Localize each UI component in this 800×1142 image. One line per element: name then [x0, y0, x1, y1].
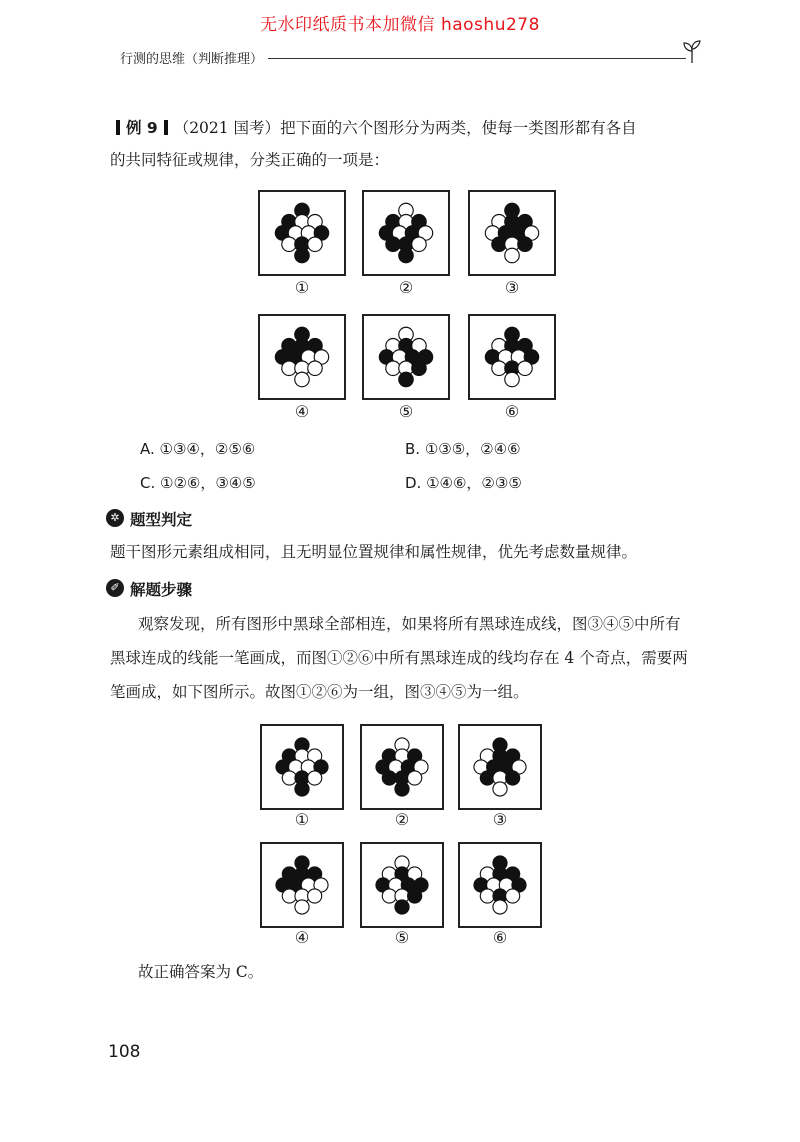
solution-figure-5 [360, 842, 444, 928]
conclusion: 故正确答案为 C。 [138, 963, 264, 981]
black-ball [412, 361, 426, 375]
question-figure-label-5: ⑤ [398, 402, 414, 421]
option-c: C. ①②⑥，③④⑤ [140, 474, 256, 492]
white-ball [295, 372, 309, 386]
black-ball [382, 771, 396, 785]
white-ball [308, 237, 322, 251]
solution-figure-label-5: ⑤ [394, 928, 410, 947]
watermark-text: 无水印纸质书本加微信 haoshu278 [260, 15, 540, 35]
steps-line-3: 笔画成，如下图所示。故图①②⑥为一组，图③④⑤为一组。 [110, 683, 529, 701]
question-figure-label-4: ④ [294, 402, 310, 421]
question-figure-label-2: ② [398, 278, 414, 297]
black-ball [518, 237, 532, 251]
solution-figure-4 [260, 842, 344, 928]
black-ball [399, 248, 413, 262]
black-ball [386, 237, 400, 251]
black-ball [295, 782, 309, 796]
section-type-title [110, 508, 193, 530]
solution-figure-label-4: ④ [294, 928, 310, 947]
type-text: 题干图形元素组成相同，且无明显位置规律和属性规律，优先考虑数量规律。 [110, 543, 638, 561]
question-figure-1 [258, 190, 346, 276]
black-ball [492, 237, 506, 251]
question-figure-label-3: ③ [504, 278, 520, 297]
label-bar-right [164, 120, 168, 135]
solution-figure-label-6: ⑥ [492, 928, 508, 947]
section-steps-title [110, 578, 193, 600]
solution-figure-label-2: ② [394, 810, 410, 829]
white-ball [282, 361, 296, 375]
solution-figure-6 [458, 842, 542, 928]
white-ball [308, 361, 322, 375]
option-a: A. ①③④，②⑤⑥ [140, 440, 256, 458]
question-figure-3 [468, 190, 556, 276]
white-ball [505, 248, 519, 262]
white-ball [506, 889, 520, 903]
section-steps-label: 解题步骤 [130, 581, 193, 599]
question-line-2: 的共同特征或规律，分类正确的一项是： [110, 151, 390, 169]
white-ball [412, 237, 426, 251]
black-ball [506, 771, 520, 785]
solution-figure-3 [458, 724, 542, 810]
solution-figure-1 [260, 724, 344, 810]
section-type-label: 题型判定 [130, 511, 193, 529]
white-ball [408, 771, 422, 785]
question-source: （2021 国考） [173, 119, 281, 137]
white-ball [518, 361, 532, 375]
white-ball [493, 900, 507, 914]
white-ball [492, 361, 506, 375]
question-figure-label-6: ⑥ [504, 402, 520, 421]
white-ball [308, 771, 322, 785]
question-figure-label-1: ① [294, 278, 310, 297]
solution-figure-label-1: ① [294, 810, 310, 829]
steps-line-1: 观察发现，所有图形中黑球全部相连，如果将所有黑球连成线，图③④⑤中所有 [138, 615, 681, 633]
option-d: D. ①④⑥，②③⑤ [405, 474, 522, 492]
question-figure-5 [362, 314, 450, 400]
question-figure-6 [468, 314, 556, 400]
question-line-1 [110, 112, 710, 144]
label-bar-left [116, 120, 120, 135]
white-ball [505, 372, 519, 386]
steps-icon: ✐ [106, 579, 124, 597]
black-ball [295, 248, 309, 262]
question-figure-4 [258, 314, 346, 400]
solution-figure-label-3: ③ [492, 810, 508, 829]
white-ball [493, 782, 507, 796]
steps-line-2: 黑球连成的线能一笔画成，而图①②⑥中所有黑球连成的线均存在 4 个奇点，需要两 [110, 649, 688, 667]
white-ball [295, 900, 309, 914]
black-ball [395, 900, 409, 914]
white-ball [282, 889, 296, 903]
gear-icon: ✲ [106, 509, 124, 527]
question-text-1: 把下面的六个图形分为两类，使每一类图形都有各自 [280, 119, 637, 137]
black-ball [480, 771, 494, 785]
option-b: B. ①③⑤，②④⑥ [405, 440, 521, 458]
question-label: 例 9 [126, 119, 158, 137]
white-ball [386, 361, 400, 375]
white-ball [382, 889, 396, 903]
white-ball [282, 771, 296, 785]
white-ball [480, 889, 494, 903]
white-ball [308, 889, 322, 903]
black-ball [399, 372, 413, 386]
running-header: 行测的思维（判断推理） [120, 52, 264, 67]
question-figure-2 [362, 190, 450, 276]
black-ball [395, 782, 409, 796]
page-number: 108 [108, 1042, 141, 1062]
white-ball [282, 237, 296, 251]
header-rule [268, 58, 686, 59]
solution-figure-2 [360, 724, 444, 810]
black-ball [408, 889, 422, 903]
sprout-icon [680, 38, 704, 64]
